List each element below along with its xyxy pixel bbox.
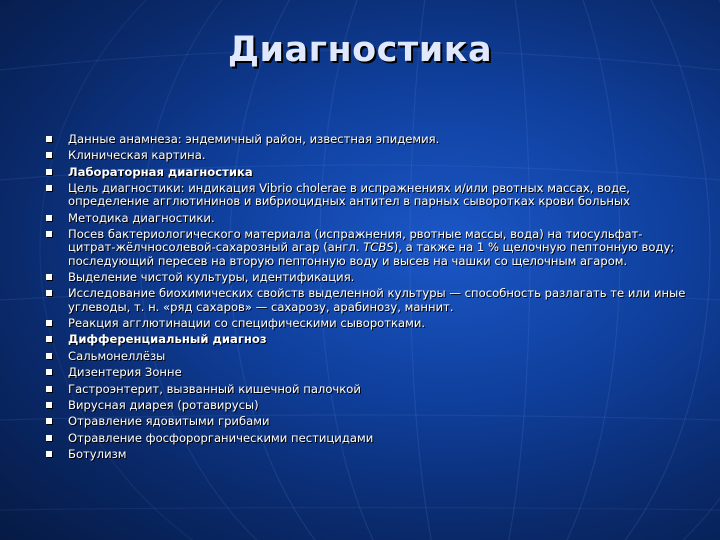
- list-item: [46, 271, 686, 284]
- list-item: [46, 383, 686, 396]
- list-item-text: Отравление фосфорорганическими пестицидами: [68, 430, 374, 445]
- square-bullet-icon: [46, 136, 52, 142]
- square-bullet-icon: [46, 274, 52, 280]
- list-item-text: Дифференциальный диагноз: [68, 332, 267, 347]
- list-item: [46, 415, 686, 428]
- list-item: [46, 399, 686, 412]
- square-bullet-icon: [46, 215, 52, 221]
- list-item-text: Данные анамнеза: эндемичный район, известная эпидемия.: [68, 132, 440, 146]
- square-bullet-icon: [46, 152, 52, 158]
- list-item-text: Ботулизм: [68, 447, 127, 462]
- bullet-list: [46, 133, 686, 464]
- square-bullet-icon: [46, 231, 52, 237]
- list-item-text: [68, 227, 674, 267]
- square-bullet-icon: [46, 169, 52, 175]
- square-bullet-icon: [46, 386, 52, 392]
- square-bullet-icon: [46, 435, 52, 441]
- list-item: [46, 432, 686, 445]
- square-bullet-icon: [46, 451, 52, 457]
- list-item-text: Исследование биохимических свойств выделенной культуры — способность разлагать те или иные углеводы, т. н. «ряд сахаров» — сахарозу, арабинозу, маннит.: [68, 286, 686, 314]
- square-bullet-icon: [46, 369, 52, 375]
- square-bullet-icon: [46, 290, 52, 296]
- list-item-text: Реакция агглютинации со специфическими сыворотками.: [68, 315, 426, 330]
- list-item: [46, 182, 686, 208]
- square-bullet-icon: [46, 336, 52, 342]
- list-item-text: Сальмонеллёзы: [68, 348, 166, 363]
- list-item-text-part: Посев бактериологического материала (испражнения, рвотные массы, вода) на тиосульфат-цитрат-жёлчносолевой-сахарозный агар (англ.: [68, 227, 643, 255]
- list-item: [46, 149, 686, 162]
- list-item: [46, 448, 686, 461]
- list-item-heading: [46, 333, 686, 346]
- list-item-heading: [46, 166, 686, 179]
- square-bullet-icon: [46, 320, 52, 326]
- square-bullet-icon: [46, 185, 52, 191]
- list-item-text: Клиническая картина.: [68, 148, 206, 163]
- list-item-text-part: ), а также на 1 % щелочную пептонную воду; последующий пересев на вторую пептонную воду и высев на чашки со щелочным агаром.: [68, 240, 675, 268]
- list-item: [46, 133, 686, 146]
- list-item-text: Отравление ядовитыми грибами: [68, 414, 270, 429]
- list-item-text: Дизентерия Зонне: [68, 365, 182, 380]
- square-bullet-icon: [46, 402, 52, 408]
- list-item: [46, 350, 686, 363]
- square-bullet-icon: [46, 418, 52, 424]
- list-item-text: Вирусная диарея (ротавирусы): [68, 397, 259, 412]
- list-item-italic-abbreviation: TCBS: [363, 240, 394, 255]
- slide-title: Диагностика: [227, 30, 493, 70]
- square-bullet-icon: [46, 353, 52, 359]
- list-item-text: Выделение чистой культуры, идентификация.: [68, 269, 355, 284]
- list-item-text: Лабораторная диагностика: [68, 164, 253, 179]
- list-item-text: Гастроэнтерит, вызванный кишечной палочкой: [68, 381, 361, 396]
- list-item: [46, 228, 686, 268]
- list-item-text: Методика диагностики.: [68, 210, 215, 225]
- list-item: [46, 317, 686, 330]
- list-item: [46, 366, 686, 379]
- list-item: [46, 212, 686, 225]
- list-item: [46, 287, 686, 313]
- list-item-text: Цель диагностики: индикация Vibrio cholerae в испражнениях и/или рвотных массах, воде, определение агглютининов и вибриоцидных антител в парных сыворотках крови больных: [68, 181, 630, 209]
